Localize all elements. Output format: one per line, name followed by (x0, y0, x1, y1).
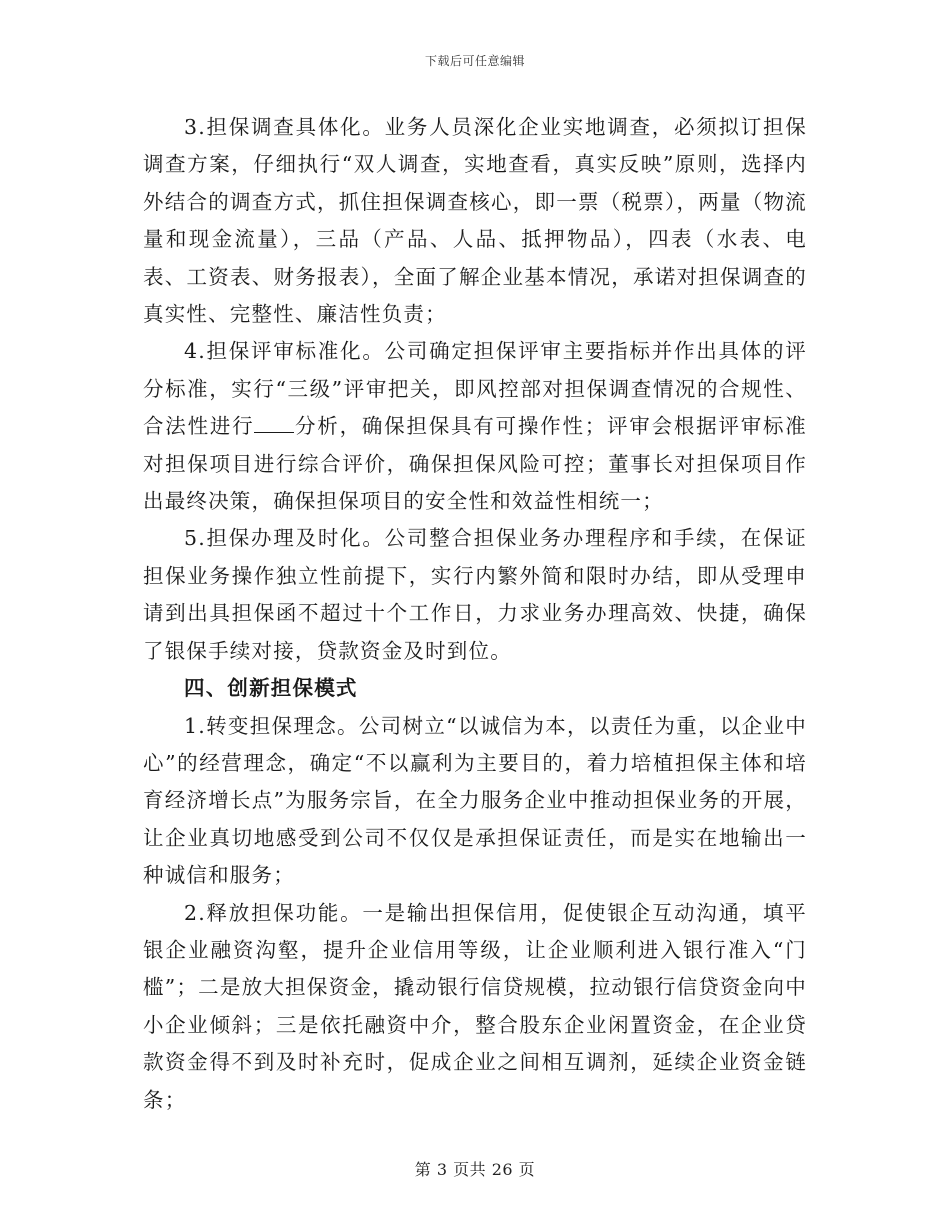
paragraph-guarantee-concept: 1.转变担保理念。公司树立“以诚信为本，以责任为重，以企业中心”的经营理念，确定“不以赢利为主要目的，着力培植担保主体和培育经济增长点”为服务宗旨，在全力服务企业中推动担保业务的开展，让企业真切地感受到公司不仅仅是承担保证责任，而是实在地输出一种诚信和服务； (143, 713, 807, 888)
paragraph-guarantee-processing: 5.担保办理及时化。公司整合担保业务办理程序和手续，在保证担保业务操作独立性前提下，实行内繁外简和限时办结，即从受理申请到出具担保函不超过十个工作日，力求业务办理高效、快捷，确保了银保手续对接，贷款资金及时到位。 (143, 526, 807, 663)
fill-in-blank (254, 414, 294, 433)
paragraph-guarantee-review (143, 333, 807, 520)
paragraph-guarantee-investigation: 3.担保调查具体化。业务人员深化企业实地调查，必须拟订担保调查方案，仔细执行“双人调查，实地查看，真实反映”原则，选择内外结合的调查方式，抓住担保调查核心，即一票（税票），两量（物流量和现金流量），三品（产品、人品、抵押物品），四表（水表、电表、工资表、财务报表），全面了解企业基本情况，承诺对担保调查的真实性、完整性、廉洁性负责； (143, 115, 807, 327)
header-note: 下载后可任意编辑 (424, 54, 525, 68)
paragraph-review-text-before: 4.担保评审标准化。公司确定担保评审主要指标并作出具体的评分标准，实行“三级”评审把关，即风控部对担保调查情况的合规性、合法性进行 (143, 339, 807, 439)
section-heading: 四、创新担保模式 (184, 676, 358, 701)
paragraph-guarantee-function: 2.释放担保功能。一是输出担保信用，促使银企互动沟通，填平银企业融资沟壑，提升企业信用等级，让企业顺利进入银行准入“门槛”；二是放大担保资金，撬动银行信贷规模，拉动银行信贷资金向中小企业倾斜；三是依托融资中介，整合股东企业闲置资金，在企业贷款资金得不到及时补充时，促成企业之间相互调剂，延续企业资金链条； (143, 900, 807, 1112)
document-body (143, 109, 807, 1119)
page-number: 第 3 页共 26 页 (414, 1160, 536, 1179)
paragraph-review-text-after: 分析，确保担保具有可操作性；评审会根据评审标准对担保项目进行综合评价，确保担保风险可控；董事长对担保项目作出最终决策，确保担保项目的安全性和效益性相统一； (143, 414, 807, 514)
